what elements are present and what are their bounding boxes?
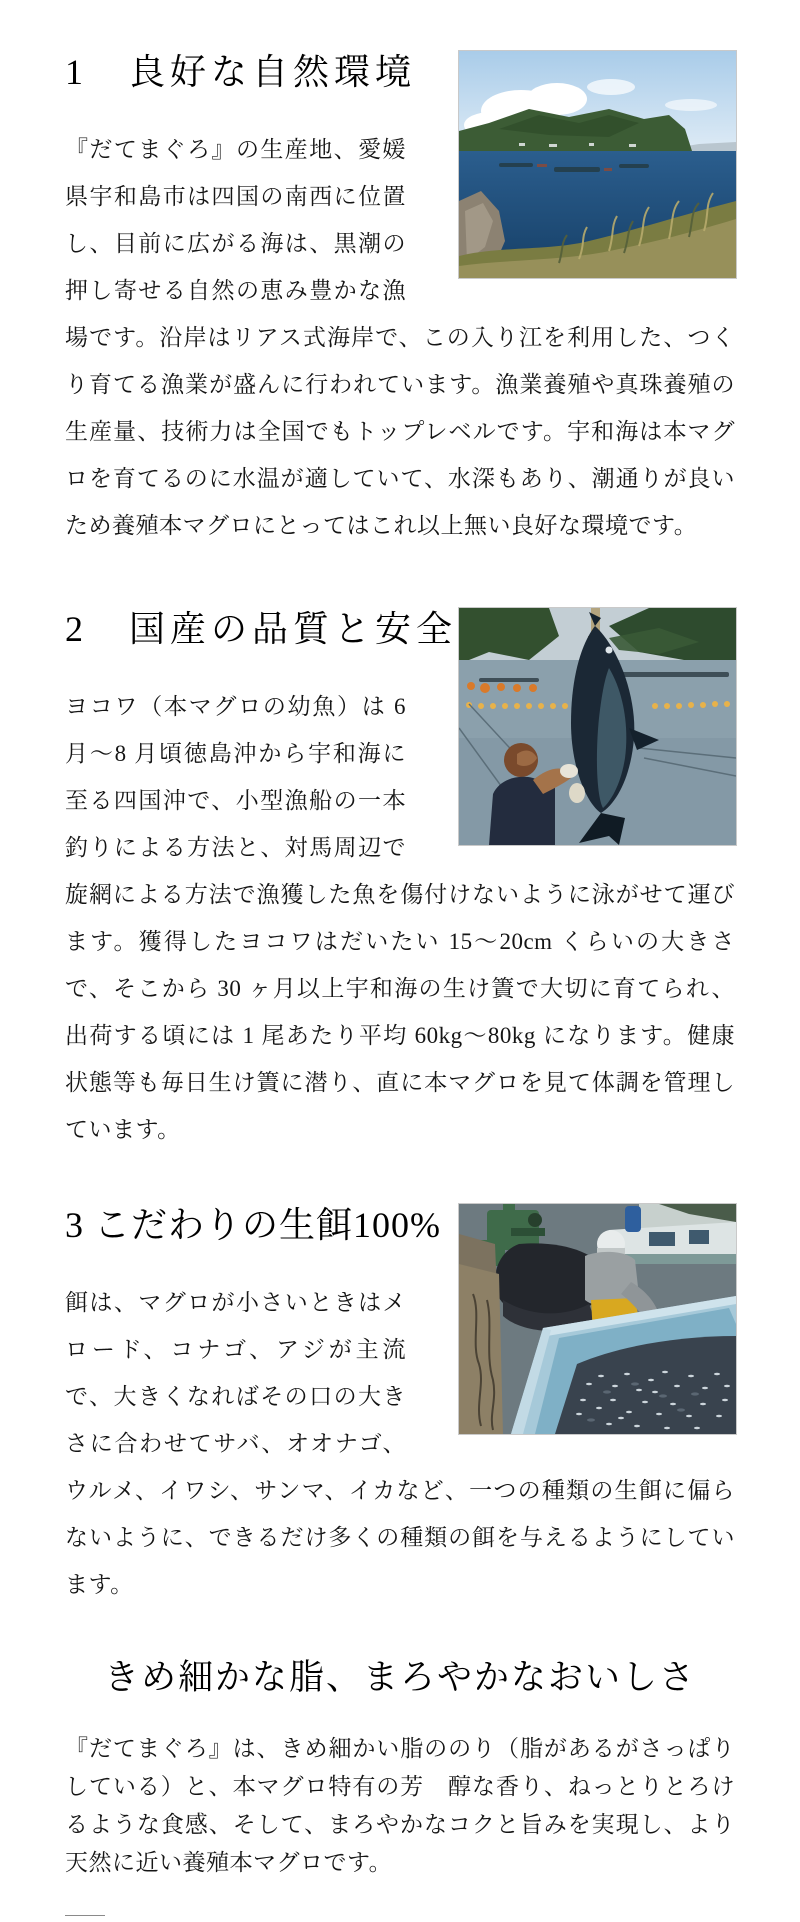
section-3-heading: 3 こだわりの生餌100%: [65, 1205, 441, 1245]
section-4-heading: きめ細かな脂、まろやかなおいしさ: [103, 1658, 696, 1697]
section-taste: [65, 1656, 735, 1882]
tuna-harvest-photo: [458, 607, 735, 846]
section-4-body: 『だてまぐろ』は、きめ細かい脂ののり（脂があるがさっぱりしている）と、本マグロ特有の芳 醇な香り、ねっとりとろけるような食感、そして、まろやかなコクと旨みを実現し、より天然に近い養殖本マグロです。: [65, 1736, 735, 1875]
section-1-heading: 1 良好な自然環境: [65, 52, 417, 92]
coastline-photo: [458, 50, 735, 279]
section-3-body: 餌は、マグロが小さいときはメロード、コナゴ、アジが主流で、大きくなればその口の大きさに合わせてサバ、オオナゴ、ウルメ、イワシ、サンマ、イカなど、一つの種類の生餌に偏らないように、できるだけ多くの種類の餌を与えるようにしています。: [65, 1290, 736, 1597]
section-quality-safety: [65, 607, 735, 1153]
section-2-body: ヨコワ（本マグロの幼魚）は 6 月～8 月頃徳島沖から宇和海に至る四国沖で、小型漁船の一本釣りによる方法と、対馬周辺で旋網による方法で漁獲した魚を傷付けないように泳がせて運びます。獲得したヨコワはだいたい 15～20cm くらいの大きさで、そこから 30 ヶ月以上宇和海の生け簀で大切に育てられ、出荷する頃には 1 尾あたり平均 60kg～80kg になります。健康状態等も毎日生け簀に潜り、直に本マグロを見て体調を管理しています。: [65, 694, 735, 1142]
section-natural-environment: [65, 50, 735, 549]
footnote-separator-rule: [65, 1915, 105, 1916]
bait-boat-photo-image: [458, 1203, 737, 1435]
tuna-harvest-photo-image: [458, 607, 737, 846]
coastline-photo-image: [458, 50, 737, 279]
bait-boat-photo: [458, 1203, 735, 1435]
section-2-heading: 2 国産の品質と安全: [65, 609, 458, 649]
section-1-body: 『だてまぐろ』の生産地、愛媛県宇和島市は四国の南西に位置し、目前に広がる海は、黒潮の押し寄せる自然の恵み豊かな漁場です。沿岸はリアス式海岸で、この入り江を利用した、つくり育てる漁業が盛んに行われています。漁業養殖や真珠養殖の生産量、技術力は全国でもトップレベルです。宇和海は本マグロを育てるのに水温が適していて、水深もあり、潮通りが良いため養殖本マグロにとってはこれ以上無い良好な環境です。: [65, 137, 735, 538]
section-live-bait: [65, 1203, 735, 1608]
